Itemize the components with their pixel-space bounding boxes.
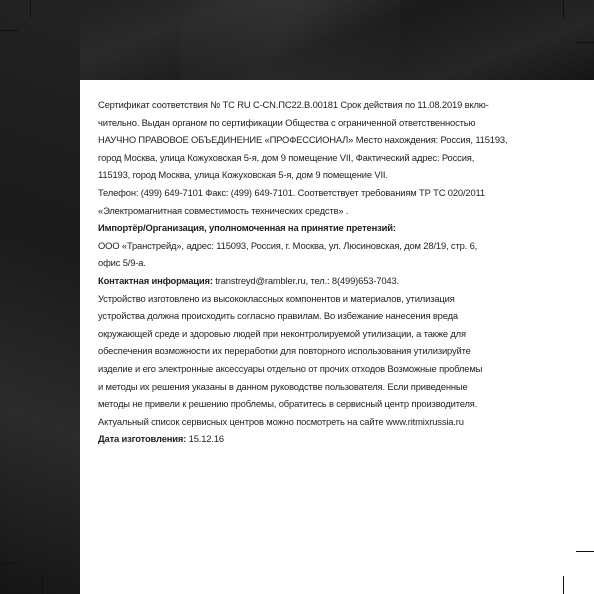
document-text <box>98 96 510 448</box>
crop-mark-bottom-right-h <box>576 551 594 552</box>
text-line: 115193, город Москва, улица Кожуховская 5-я, дом 9 помещение VII. <box>98 169 388 181</box>
crop-mark-bottom-right-v <box>563 576 564 594</box>
dark-band-sheen <box>180 0 400 80</box>
crop-mark-top-left-v <box>30 0 31 18</box>
crop-mark-bottom-left-h <box>0 563 18 564</box>
text-line: Актуальный список сервисных центров можно посмотреть на сайте www.ritmixrussia.ru <box>98 415 464 427</box>
crop-mark-top-right-v <box>563 0 564 18</box>
contact-label: Контактная информация: <box>98 274 213 286</box>
importer-heading: Импортёр/Организация, уполномоченная на принятие претензий: <box>98 222 396 234</box>
crop-mark-top-right-h <box>576 42 594 43</box>
text-line: методы не привели к решению проблемы, обратитесь в сервисный центр производителя. <box>98 398 478 410</box>
text-line: и методы их решения указаны в данном руководстве пользователя. Если приведенные <box>98 380 468 392</box>
crop-mark-top-left-h <box>0 30 18 31</box>
text-line: НАУЧНО ПРАВОВОЕ ОБЪЕДИНЕНИЕ «ПРОФЕССИОНАЛ» Место нахождения: Россия, 115193, <box>98 134 508 146</box>
date-value: 15.12.16 <box>186 433 224 445</box>
contact-line <box>98 272 510 290</box>
date-label: Дата изготовления: <box>98 433 187 445</box>
text-line: Сертификат соответствия № TC RU C-CN.ПС22.В.00181 Срок действия по 11.08.2019 вклю- <box>98 99 489 110</box>
text-line: Телефон: (499) 649-7101 Факс: (499) 649-7101. Соответствует требованиям ТР ТС 020/2011 <box>98 186 485 198</box>
text-line: изделие и его электронные аксессуары отдельно от прочих отходов Возможные проблемы <box>98 362 483 374</box>
text-line: город Москва, улица Кожуховская 5-я, дом 9 помещение VII, Фактический адрес: Россия, <box>98 151 475 163</box>
certificate-block <box>98 96 510 219</box>
text-line: офис 5/9-а. <box>98 257 146 269</box>
date-line <box>98 430 510 448</box>
text-line: «Электромагнитная совместимость технических средств» . <box>98 204 349 216</box>
dark-left-band <box>0 0 80 594</box>
contact-value: transtreyd@rambler.ru, тел.: 8(499)653-7043. <box>212 274 400 286</box>
text-line: окружающей среде и здоровью людей при неконтролируемой утилизации, а также для <box>98 327 466 339</box>
importer-block <box>98 237 510 272</box>
disposal-block <box>98 290 510 431</box>
text-line: Устройство изготовлено из высококлассных компонентов и материалов, утилизация <box>98 292 455 304</box>
text-line: обеспечения возможности их переработки для повторного использования утилизируйте <box>98 345 471 357</box>
text-line: ООО «Транстрейд», адрес: 115093, Россия, г. Москва, ул. Люсиновская, дом 28/19, стр. 6, <box>98 239 478 251</box>
text-line: чительно. Выдан органом по сертификации Общества с ограниченной ответственностью <box>98 116 476 128</box>
crop-mark-bottom-left-v <box>42 576 43 594</box>
text-line: устройства должна происходить согласно правилам. Во избежание нанесения вреда <box>98 310 458 322</box>
